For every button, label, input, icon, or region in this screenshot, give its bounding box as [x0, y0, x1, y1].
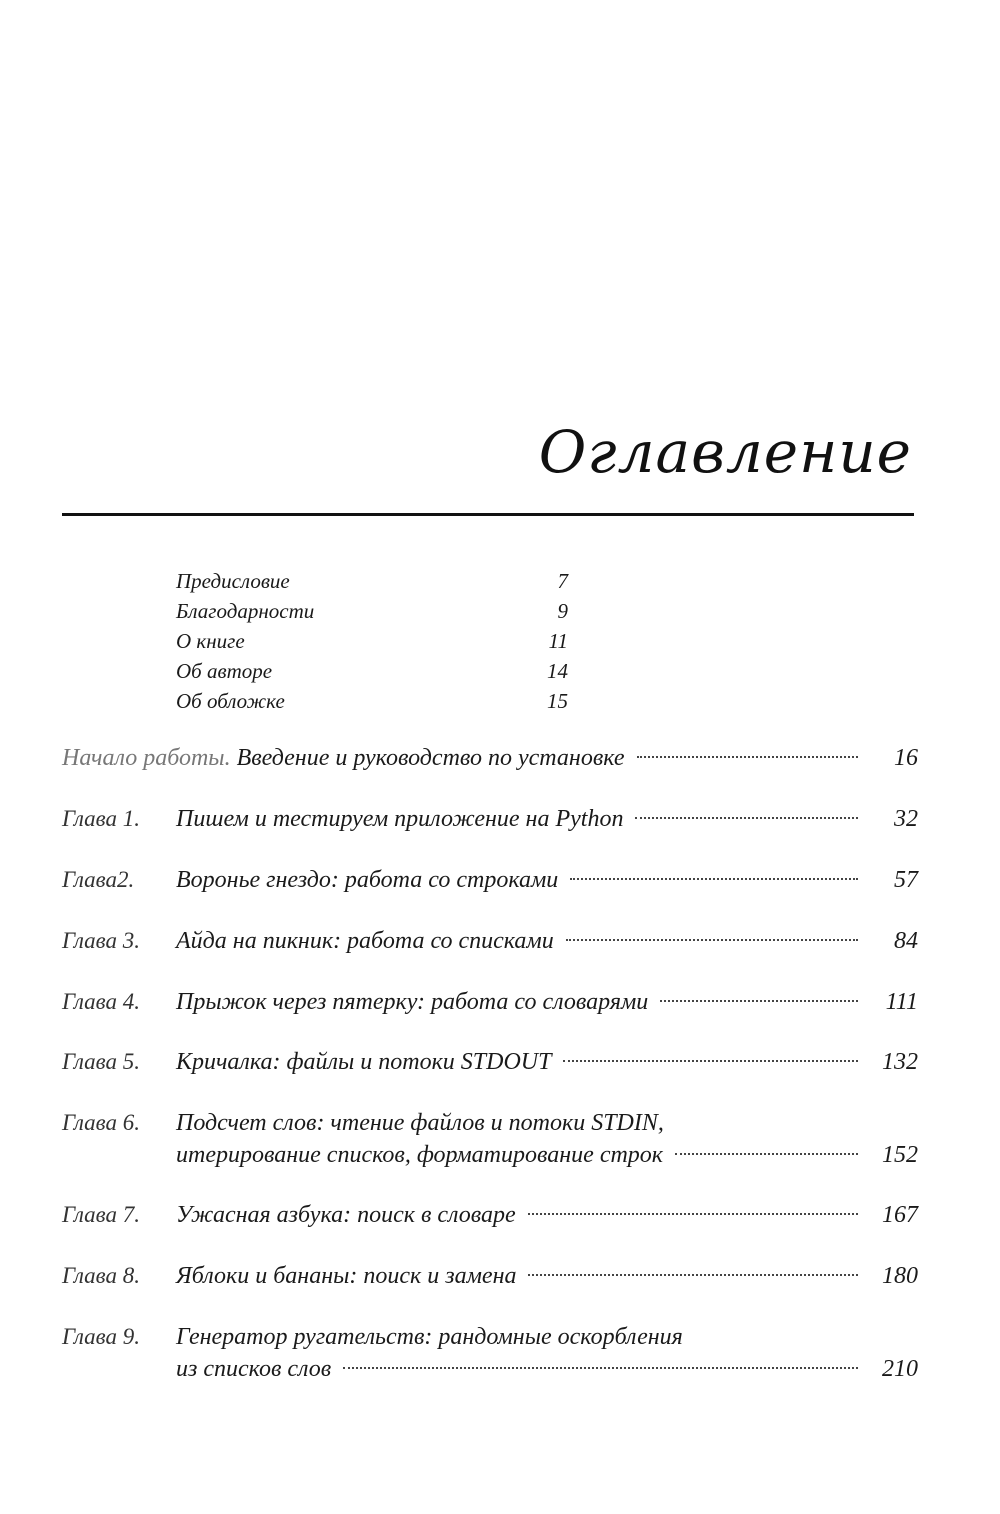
dot-leader: [637, 756, 858, 758]
chapter-label: Глава 3.: [62, 928, 140, 953]
toc-entry-chapter-1[interactable]: [62, 803, 918, 835]
front-matter-item[interactable]: [176, 566, 568, 596]
chapter-page: 132: [882, 1049, 918, 1075]
chapter-label: Глава 7.: [62, 1202, 140, 1227]
front-matter-page: 11: [548, 629, 568, 653]
chapter-page: 180: [882, 1263, 918, 1289]
front-matter-label: Об обложке: [176, 689, 285, 713]
title-rule: [62, 513, 914, 516]
front-matter-label: Предисловие: [176, 569, 290, 593]
front-matter-item[interactable]: [176, 626, 568, 656]
dot-leader: [528, 1274, 858, 1276]
front-matter-page: 9: [557, 599, 568, 623]
dot-leader: [675, 1153, 858, 1155]
chapter-title: Пишем и тестируем приложение на Python: [176, 806, 624, 832]
chapter-page: 167: [882, 1202, 918, 1228]
dot-leader: [566, 939, 858, 941]
toc-entry-chapter-9[interactable]: [62, 1321, 918, 1385]
chapter-label: Глава 9.: [62, 1324, 140, 1349]
dot-leader: [528, 1213, 858, 1215]
toc-entry-chapter-4[interactable]: [62, 986, 918, 1018]
dot-leader: [635, 817, 858, 819]
chapter-label: Глава 1.: [62, 806, 140, 831]
front-matter-list: [176, 566, 568, 716]
front-matter-item[interactable]: [176, 596, 568, 626]
chapter-page: 111: [885, 989, 918, 1015]
toc-entry-title: [62, 742, 625, 774]
chapter-page: 152: [882, 1142, 918, 1168]
dot-leader: [570, 878, 858, 880]
toc-entry-chapter-5[interactable]: [62, 1046, 918, 1078]
toc-entry-chapter-2[interactable]: [62, 864, 918, 896]
toc-entry-chapter-6[interactable]: [62, 1107, 918, 1171]
front-matter-page: 15: [547, 689, 568, 713]
front-matter-item[interactable]: [176, 686, 568, 716]
front-matter-label: Благодарности: [176, 599, 315, 623]
chapter-page: 84: [894, 928, 918, 954]
front-matter-label: О книге: [176, 629, 245, 653]
page-title: Оглавление: [538, 418, 912, 486]
chapter-label: Глава 6.: [62, 1110, 140, 1135]
front-matter-item[interactable]: [176, 656, 568, 686]
chapter-title: Кричалка: файлы и потоки STDOUT: [176, 1049, 552, 1075]
chapter-title: Прыжок через пятерку: работа со словарями: [176, 989, 649, 1015]
chapter-label: Глава 4.: [62, 989, 140, 1014]
dot-leader: [563, 1060, 858, 1062]
toc-entry-chapter-7[interactable]: [62, 1199, 918, 1231]
front-matter-page: 7: [557, 569, 568, 593]
front-matter-label: Об авторе: [176, 659, 273, 683]
chapter-title: итерирование списков, форматирование строк: [176, 1142, 664, 1168]
dot-leader: [343, 1367, 858, 1369]
dot-leader: [660, 1000, 858, 1002]
toc-entry-title-faded: Начало работы.: [62, 745, 231, 771]
chapter-title: Ужасная азбука: поиск в словаре: [176, 1202, 516, 1228]
front-matter-page: 14: [547, 659, 568, 683]
chapter-page: 57: [894, 867, 918, 893]
toc-entry-chapter-3[interactable]: [62, 925, 918, 957]
chapter-page: 32: [894, 806, 918, 832]
toc-entry-page: 16: [894, 745, 918, 771]
chapter-label: Глава 5.: [62, 1049, 140, 1074]
toc-entry-intro[interactable]: [62, 742, 918, 774]
toc-entry-chapter-8[interactable]: [62, 1260, 918, 1292]
chapter-title: Воронье гнездо: работа со строками: [176, 867, 559, 893]
toc-entry-title-rest: Введение и руководство по установке: [236, 745, 625, 771]
chapter-label: Глава2.: [62, 867, 135, 892]
chapter-title: Яблоки и бананы: поиск и замена: [176, 1263, 517, 1289]
chapter-title-line1: Подсчет слов: чтение файлов и потоки STDIN,: [176, 1110, 664, 1136]
chapter-page: 210: [882, 1356, 918, 1382]
chapter-title-line1: Генератор ругательств: рандомные оскорбления: [176, 1324, 683, 1350]
chapter-title: из списков слов: [176, 1356, 332, 1382]
chapter-label: Глава 8.: [62, 1263, 140, 1288]
chapter-title: Айда на пикник: работа со списками: [176, 928, 554, 954]
